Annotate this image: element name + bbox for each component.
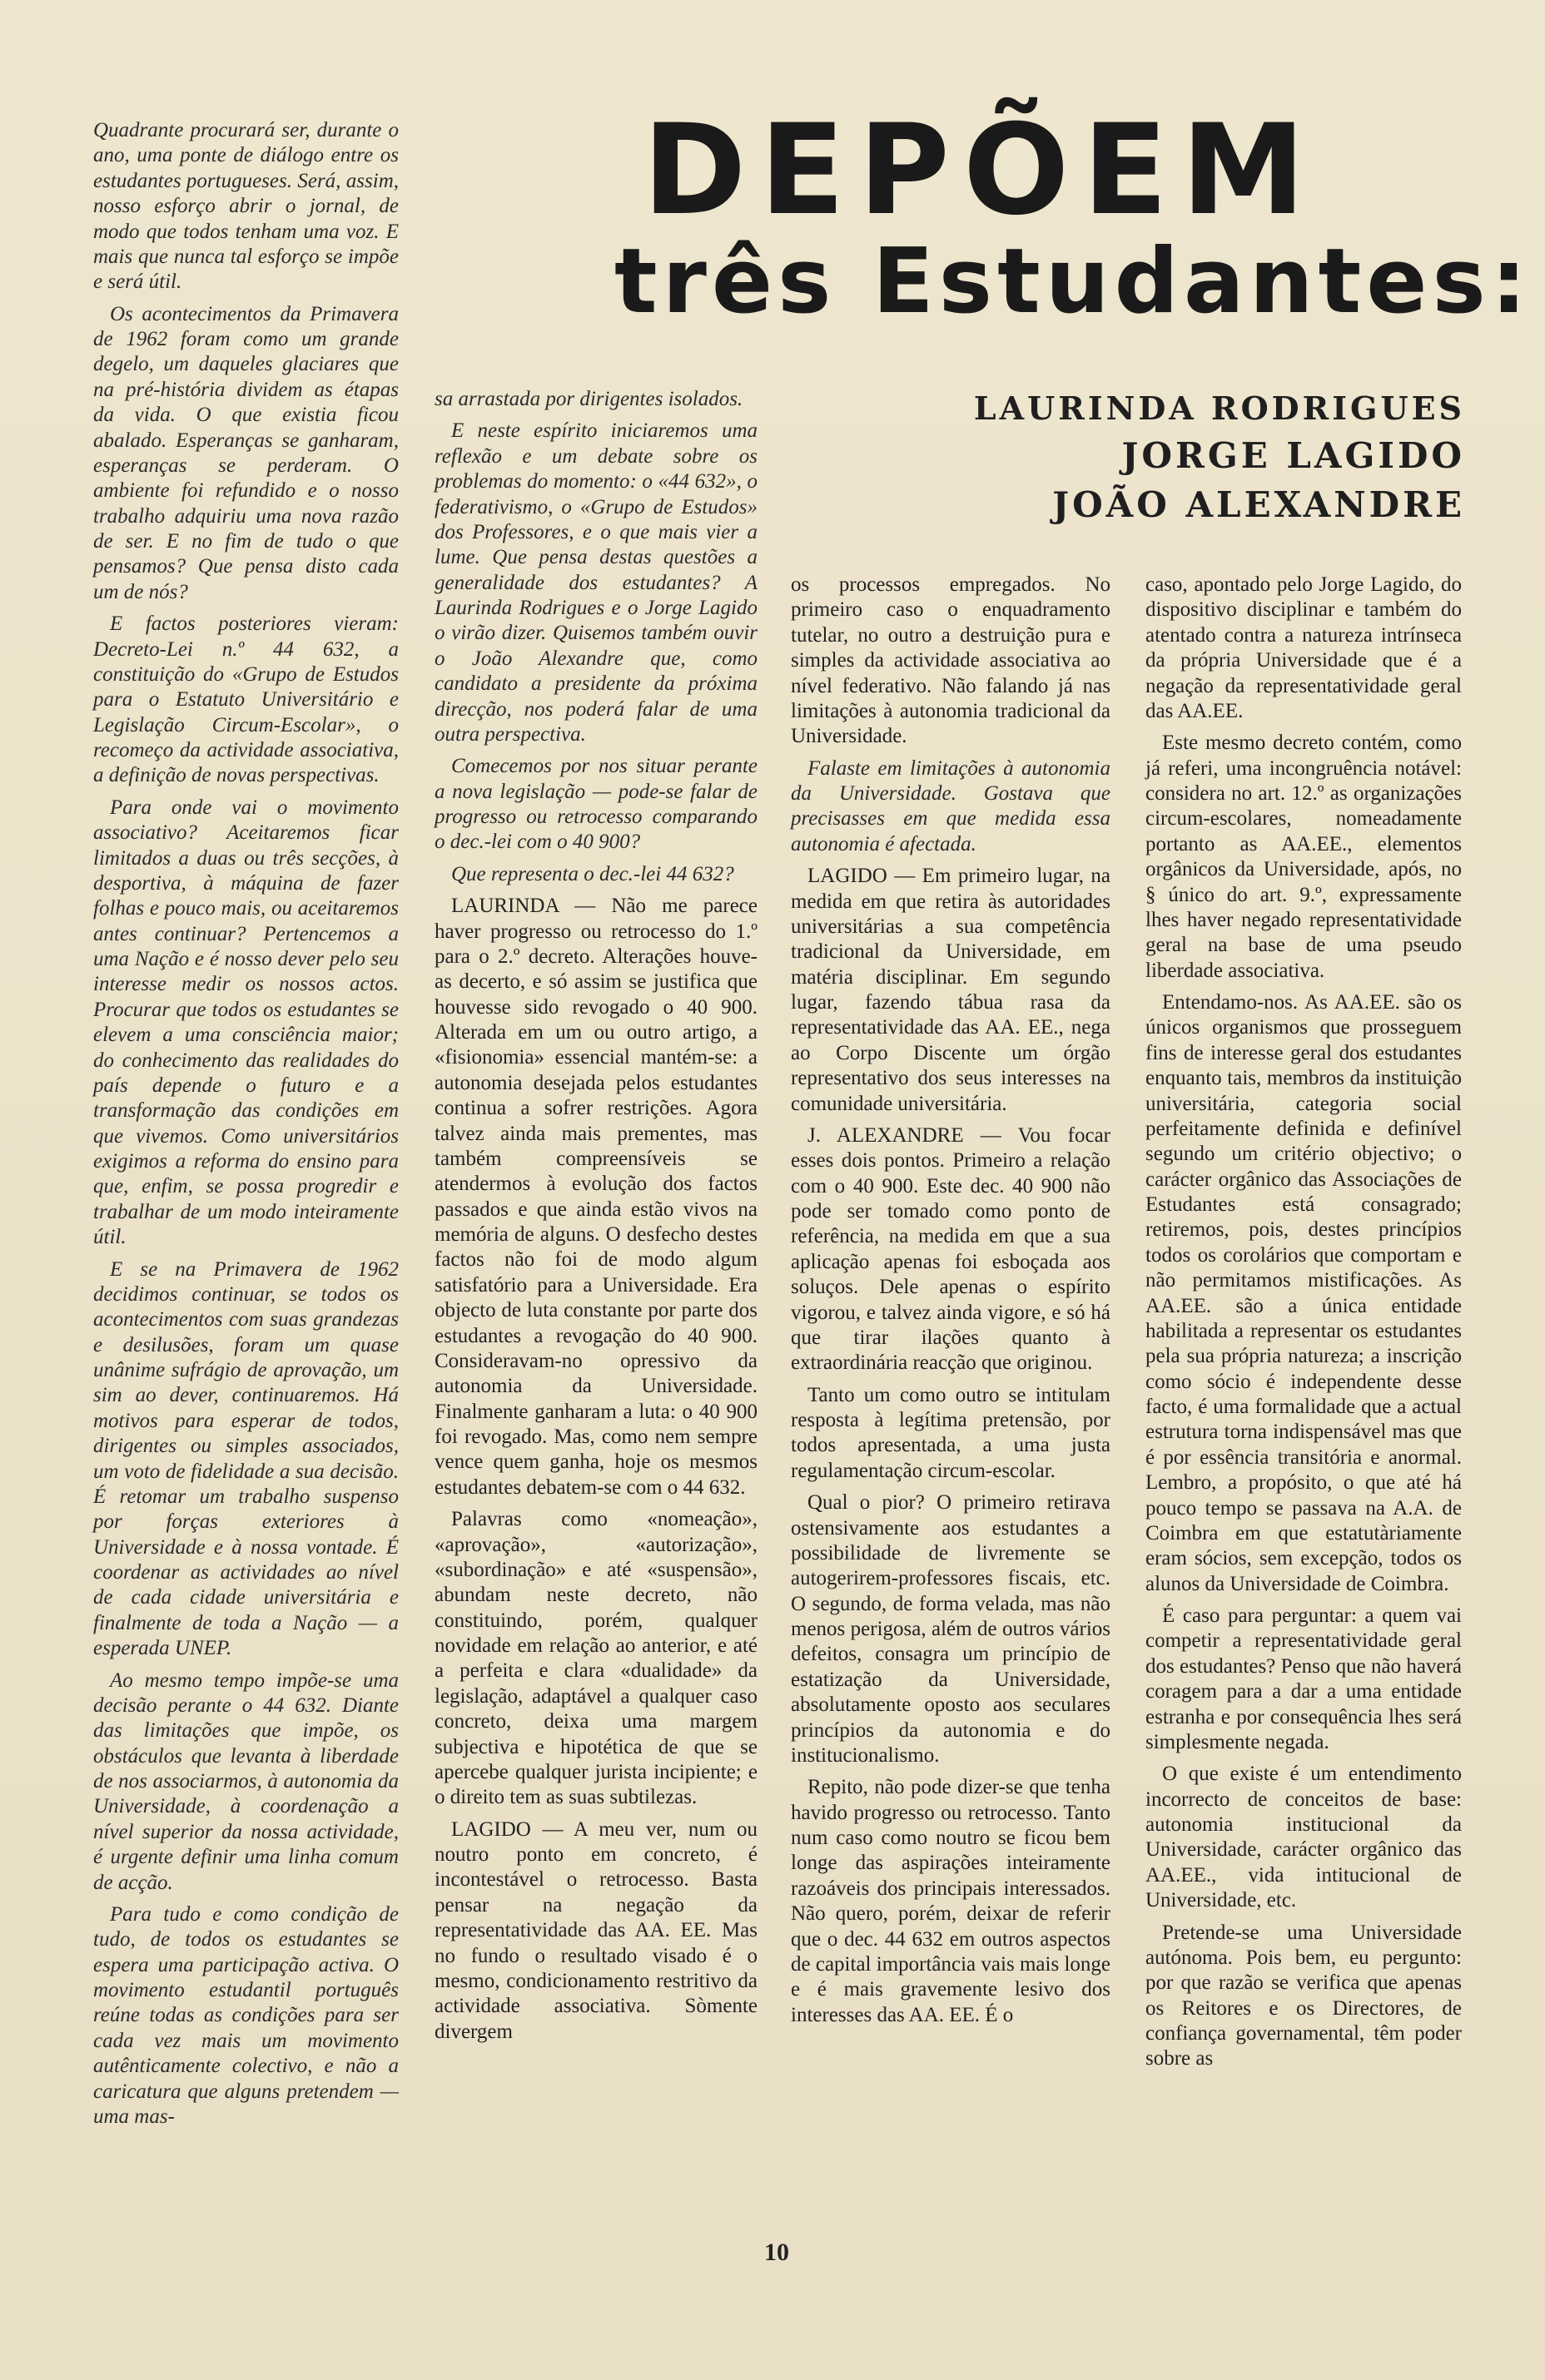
headline-depoem: DEPÕEM [643, 98, 1319, 243]
paragraph: LAGIDO — Em primeiro lugar, na medida em que retira às autoridades universitárias a sua competência tradicional da Universidade, em matéria disciplinar. Em segundo lugar, fazendo tábua rasa da representatividade das AA. EE., nega ao Corpo Discente um órgão representativo dos seus interesses na comunidade universitária. [791, 865, 1110, 1115]
paragraph: Para tudo e como condição de tudo, de todos os estudantes se espera uma participação activa. O movimento estudantil português reúne todas as condições para ser cada vez mais um movimento autênticamente colectivo, e não a caricatura que alguns pretendem — uma mas- [93, 1902, 399, 2128]
paragraph: J. ALEXANDRE — Vou focar esses dois pontos. Primeiro a relação com o 40 900. Este dec. 40 900 não pode ser tomado como ponto de referência, na medida em que a sua aplicação apenas foi esboçada aos soluços. Dele apenas o espírito vigorou, e talvez ainda vigore, e só há que tirar ilações quanto à extraordinária reacção que originou. [791, 1123, 1110, 1375]
paragraph: LAGIDO — A meu ver, num ou noutro ponto em concreto, é incontestável o retrocesso. Basta pensar na negação da representatividade das AA. EE. Mas no fundo o resultado visado é o mesmo, condicionamento restritivo da actividade associativa. Sòmente divergem [435, 1817, 758, 2043]
paragraph: É caso para perguntar: a quem vai competir a representatividade geral dos estudantes? Penso que não haverá coragem para a dar a uma entidade estranha e por consequência lhes será simplesmente negada. [1145, 1604, 1462, 1753]
column-two [435, 387, 758, 2051]
paragraph: Entendamo-nos. As AA.EE. são os únicos organismos que prosseguem fins de interesse geral dos estudantes enquanto tais, membros da instituição universitária, categoria social perfeitamente definida e definível segundo um critério objectivo; o carácter orgânico das Associações de Estudantes está consagrado; retiremos, pois, destes princípios todos os corolários que comportam e não permitamos mistificações. As AA.EE. são a única entidade habilitada a representar os estudantes pela sua própria natureza; a inscrição como sócio é independente desse facto, é uma formalidade que a actual estrutura torna indispensável mas que é por essência transitória e anormal. Lembro, a propósito, o que até há pouco tempo se passava na A.A. de Coimbra em que estatutàriamente eram sócios, sem excepção, todos os alunos da Universidade de Coimbra. [1145, 991, 1462, 1595]
paragraph: Quadrante procurará ser, durante o ano, uma ponte de diálogo entre os estudantes portugueses. Será, assim, nosso esforço abrir o jornal, de modo que todos tenham uma voz. E mais que nunca tal esforço se impõe e será útil. [93, 119, 399, 294]
paragraph: Qual o pior? O primeiro retirava ostensivamente aos estudantes a possibilidade de livremente se autogerirem-professores fiscais, etc. O segundo, de forma velada, mas não menos perigosa, além de outros vários defeitos, consagra um princípio de estatização da Universidade, absolutamente oposto aos seculares princípios da autonomia e do institucionalismo. [791, 1491, 1110, 1767]
paragraph: os processos empregados. No primeiro caso o enquadramento tutelar, no outro a destruição pura e simples da actividade associativa ao nível federativo. Não falando já nas limitações à autonomia tradicional da Universidade. [791, 573, 1110, 748]
paragraph: Repito, não pode dizer-se que tenha havido progresso ou retrocesso. Tanto num caso como noutro se ficou bem longe das aspirações inteiramente razoáveis dos principais interessados. Não quero, porém, deixar de referir que o dec. 44 632 em outros aspectos de capital importância vais mais longe e é mais gravemente lesivo dos interesses das AA. EE. É o [791, 1776, 1110, 2026]
paragraph: Os acontecimentos da Primavera de 1962 foram como um grande degelo, um daqueles glaciares que na pré-história dividem as étapas da vida. O que existia ficou abalado. Esperanças se ganharam, esperanças se perderam. O ambiente foi refundido e o nosso trabalho adquiriu uma nova razão de ser. E no fim de tudo o que pensamos? Que pensa disto cada um de nós? [93, 302, 399, 603]
paragraph: Este mesmo decreto contém, como já referi, uma incongruência notável: considera no art. 12.º as organizações circum-escolares, nomeadamente portanto as AA.EE., elementos orgânicos da Universidade, após, no § único do art. 9.º, expressamente lhes haver negado representatividade geral na base de uma pseudo liberdade associativa. [1145, 731, 1462, 982]
name-joao: JOÃO ALEXANDRE [1052, 484, 1465, 525]
paragraph: sa arrastada por dirigentes isolados. [435, 388, 743, 410]
name-jorge: JORGE LAGIDO [1121, 435, 1465, 476]
headline-tres-estudantes: três Estudantes: [614, 230, 1533, 334]
paragraph: Que representa o dec.-lei 44 632? [451, 862, 734, 885]
column-intro [93, 118, 399, 2136]
column-four [1145, 573, 1462, 2079]
paragraph: Comecemos por nos situar perante a nova legislação — pode-se falar de progresso ou retrocesso comparando o dec.-lei com o 40 900? [435, 755, 758, 854]
paragraph: Ao mesmo tempo impõe-se uma decisão perante o 44 632. Diante das limitações que impõe, os obstáculos que levanta à liberdade de nos associarmos, à autonomia da Universidade, à coordenação a nível superior da nossa actividade, é urgente definir uma linha comum de acção. [93, 1668, 399, 1894]
column-three [791, 573, 1110, 2035]
paragraph: E se na Primavera de 1962 decidimos continuar, se todos os acontecimentos com suas grandezas e desilusões, foram um quase unânime sufrágio de aprovação, um sim ao dever, continuaremos. Há motivos para esperar de todos, dirigentes ou simples associados, um voto de fidelidade a sua decisão. É retomar um trabalho suspenso por forças exteriores à Universidade e à nossa vontade. É coordenar as actividades ao nível de cada cidade universitária e finalmente de toda a Nação — a esperada UNEP. [93, 1257, 399, 1660]
paragraph: E neste espírito iniciaremos uma reflexão e um debate sobre os problemas do momento: o «44 632», o federativismo, o «Grupo de Estudos» dos Professores, e o que mais vier a lume. Que pensa destas questões a generalidade dos estudantes? A Laurinda Rodrigues e o Jorge Lagido o virão dizer. Quisemos também ouvir o João Alexandre que, como candidato a presidente da próxima direcção, nos poderá falar de uma outra perspectiva. [435, 419, 758, 746]
paragraph: Tanto um como outro se intitulam resposta à legítima pretensão, por todos apresentada, a uma justa regulamentação circum-escolar. [791, 1383, 1110, 1482]
paragraph: Falaste em limitações à autonomia da Universidade. Gostava que precisasses em que medida essa autonomia é afectada. [791, 756, 1110, 855]
paragraph: LAURINDA — Não me parece haver progresso ou retrocesso do 1.º para o 2.º decreto. Alterações houve-as decerto, e só assim se justifica que houvesse sido revogado o 40 900. Alterada em um ou outro artigo, a «fisionomia» essencial mantém-se: a autonomia desejada pelos estudantes continua a sofrer restrições. Agora talvez ainda mais prementes, mas também compreensíveis se atendermos à evolução dos factos passados e que ainda estão vivos na memória de alguns. O desfecho destes factos não foi de modo algum satisfatório para a Universidade. Era objecto de luta constante por parte dos estudantes a revogação do 40 900. Consideravam-no opressivo da autonomia da Universidade. Finalmente ganharam a luta: o 40 900 foi revogado. Mas, como nem sempre vence quem ganha, hoje os mesmos estudantes debatem-se com o 44 632. [435, 895, 758, 1499]
paragraph: Palavras como «nomeação», «aprovação», «autorização», «subordinação» e até «suspensão», abundam neste decreto, não constituindo, porém, qualquer novidade em relação ao anterior, e até a perfeita e clara «dualidade» da legislação, adaptável a qualquer caso concreto, deixa uma margem subjectiva e hipotética de que se apercebe qualquer jurista incipiente; e o direito tem as suas subtilezas. [435, 1508, 758, 1809]
page-number: 10 [764, 2239, 789, 2266]
paragraph: caso, apontado pelo Jorge Lagido, do dispositivo disciplinar e também do atentado contra a natureza intrínseca da própria Universidade que é a negação da representatividade geral das AA.EE. [1145, 573, 1462, 722]
paragraph: E factos posteriores vieram: Decreto-Lei n.º 44 632, a constituição do «Grupo de Estudos para o Estatuto Universitário e Legislação Circum-Escolar», o recomeço da actividade associativa, a definição de novas perspectivas. [93, 612, 399, 787]
name-laurinda: LAURINDA RODRIGUES [973, 389, 1465, 427]
paragraph: Para onde vai o movimento associativo? Aceitaremos ficar limitados a duas ou três secções, à desportiva, à máquina de fazer folhas e pouco mais, ou aceitaremos antes continuar? Pertencemos a uma Nação e é nosso dever pelo seu interesse medir os nossos actos. Procurar que todos os estudantes se elevem a uma consciência maior; do conhecimento das realidades do país depende o futuro e a transformação das condições em que vivemos. Como universitários exigimos a reforma do ensino para que, enfim, se possa progredir e trabalhar de um modo inteiramente útil. [93, 796, 399, 1249]
paragraph: Pretende-se uma Universidade autónoma. Pois bem, eu pergunto: por que razão se verifica que apenas os Reitores e os Directores, de confiança governamental, têm poder sobre as [1145, 1921, 1462, 2070]
paragraph: O que existe é um entendimento incorrecto de conceitos de base: autonomia institucional da Universidade, carácter orgânico das AA.EE., vida intitucional de Universidade, etc. [1145, 1763, 1462, 1912]
